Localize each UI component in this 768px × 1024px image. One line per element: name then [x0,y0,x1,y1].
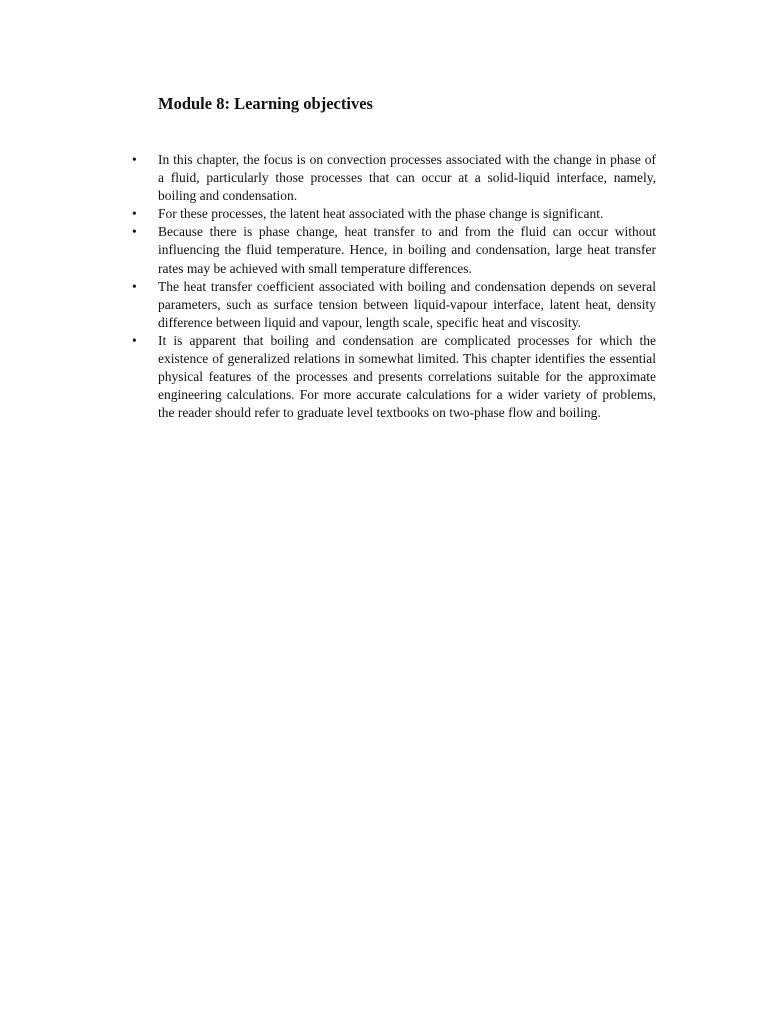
bullet-icon: • [132,206,137,222]
list-item [0,151,656,205]
bullet-icon: • [132,332,137,348]
bullet-icon: • [132,278,137,294]
list-item [0,278,656,332]
bullet-icon: • [132,224,137,240]
objective-text: The heat transfer coefficient associated with boiling and condensation depends on several parameters, such as surface tension between liquid-vapour interface, latent heat, density difference between liquid and vapour, length scale, specific heat and viscosity. [158,278,656,330]
list-item [0,205,656,223]
list-item [0,332,656,422]
bullet-icon: • [132,152,137,167]
learning-objectives-list [0,151,768,422]
objective-text: Because there is phase change, heat transfer to and from the fluid can occur without influencing the fluid temperature. Hence, in boiling and condensation, large heat transfer rates may be achieved with small temperature differences. [158,224,656,276]
objective-text: For these processes, the latent heat associated with the phase change is significant. [158,206,604,222]
objective-text: It is apparent that boiling and condensation are complicated processes for which the existence of generalized relations in somewhat limited. This chapter identifies the essential physical features of the processes and presents correlations suitable for the approximate engineering calculations. For more accurate calculations for a wider variety of problems, the reader should refer to graduate level textbooks on two-phase flow and boiling. [158,332,656,421]
list-item [0,223,656,277]
objective-text: In this chapter, the focus is on convection processes associated with the change in phase of a fluid, particularly those processes that can occur at a solid-liquid interface, namely, boiling and condensation. [158,152,656,204]
page-title: Module 8: Learning objectives [158,94,373,113]
